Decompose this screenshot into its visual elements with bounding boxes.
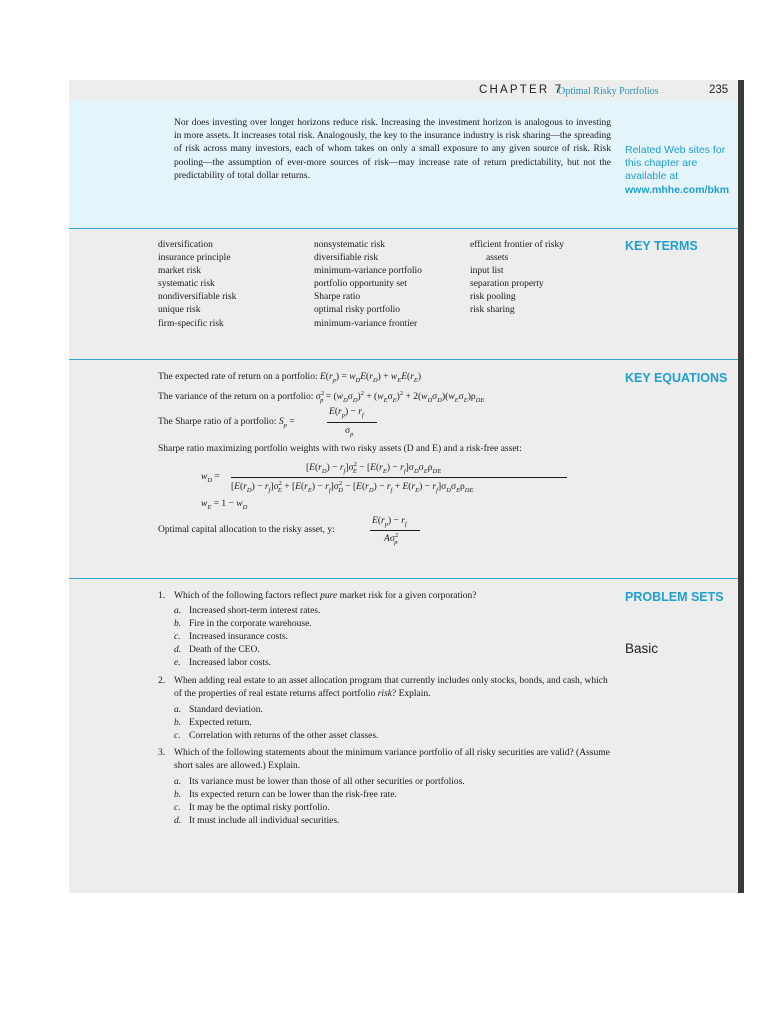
key-term: Sharpe ratio: [314, 292, 361, 303]
option-text: Its expected return can be lower than the risk-free rate.: [189, 790, 397, 800]
key-term: risk pooling: [470, 292, 516, 303]
weight-e-equation: $w_E = 1 - w_D$: [201, 499, 248, 511]
problem-sets-title: PROBLEM SETS: [625, 590, 724, 604]
option-text: It may be the optimal risky portfolio.: [189, 803, 330, 813]
key-term: nonsystematic risk: [314, 240, 385, 250]
answer-option: [174, 718, 252, 728]
answer-option: [174, 619, 312, 629]
key-term: nondiversifiable risk: [158, 292, 237, 303]
sharpe-label: The Sharpe ratio of a portfolio:: [158, 417, 277, 427]
question-number: 1.: [158, 591, 166, 601]
key-term: minimum-variance frontier: [314, 318, 418, 329]
key-term: separation property: [470, 279, 544, 290]
option-text: Expected return.: [189, 718, 252, 728]
question-number: 2.: [158, 676, 166, 686]
option-letter: d.: [174, 645, 182, 655]
key-terms-column-1: [158, 239, 236, 331]
key-terms-column-2: [314, 239, 422, 331]
problem-question: [158, 747, 613, 773]
key-term: input list: [470, 266, 504, 277]
option-letter: a.: [174, 606, 182, 616]
key-term: unique risk: [158, 305, 201, 316]
option-letter: a.: [174, 705, 182, 715]
weight-d-lhs: $w_D$ =: [201, 472, 220, 484]
expected-return-label: The expected rate of return on a portfolio:: [158, 372, 318, 382]
option-text: Fire in the corporate warehouse.: [189, 619, 312, 629]
running-header: [0, 80, 768, 100]
option-text: Standard deviation.: [189, 705, 263, 715]
answer-option: [174, 632, 288, 642]
option-text: It must include all individual securities.: [189, 816, 340, 826]
variance-equation: The variance of the return on a portfolio: $\sigma^2_p = (w_D\sigma_D)^2 + (w_E\sigma_E)^2 + 2(w_D\sigma_D)(w_E\sigma_E)\rho_{DE}$: [158, 390, 485, 405]
key-term: minimum-variance portfolio: [314, 266, 422, 277]
optimal-allocation-label: Optimal capital allocation to the risky asset, y:: [158, 525, 335, 535]
related-websites-link[interactable]: www.mhhe.com/bkm: [625, 183, 730, 196]
option-letter: b.: [174, 790, 182, 800]
option-text: Increased insurance costs.: [189, 632, 288, 642]
key-term: diversifiable risk: [314, 253, 379, 264]
key-terms-divider: [69, 228, 738, 229]
chapter-label: CHAPTER 7: [479, 84, 564, 96]
key-term: market risk: [158, 266, 202, 277]
sharpe-ratio-label-row: The Sharpe ratio of a portfolio: $S_p$ =: [158, 417, 295, 429]
key-terms-title: KEY TERMS: [625, 239, 698, 253]
question-text: When adding real estate to an asset allocation program that currently includes only stocks, bonds, and cash, which of the properties of real estate returns affect portfolio risk? Explain.: [174, 676, 608, 699]
weights-label: Sharpe ratio maximizing portfolio weights with two risky assets (D and E) and a risk-free asset:: [158, 444, 522, 454]
option-letter: d.: [174, 816, 182, 826]
key-equations-title: KEY EQUATIONS: [625, 371, 728, 385]
related-websites-text: Related Web sites for this chapter are available at: [625, 144, 726, 183]
answer-option: [174, 777, 465, 787]
key-equations-divider: [69, 359, 738, 360]
option-letter: c.: [174, 803, 181, 813]
answer-option: [174, 606, 320, 616]
question-text: Which of the following statements about the minimum variance portfolio of all risky securities are valid? (Assume short sales are allowed.) Explain.: [174, 748, 610, 771]
answer-option: [174, 645, 260, 655]
chapter-title: Optimal Risky Portfolios: [558, 86, 659, 97]
option-letter: e.: [174, 658, 181, 668]
weight-d-denominator: $[E(r_D) - r_f]\sigma^2_E + [E(r_E) - r_f]\sigma^2_D - [E(r_D) - r_f + E(r_E) - r_f]\sigma_D\sigma_E\rho_{DE}$: [231, 480, 474, 495]
answer-option: [174, 790, 397, 800]
weight-d-fraction-bar: [231, 477, 567, 478]
option-letter: c.: [174, 632, 181, 642]
option-text: Increased short-term interest rates.: [189, 606, 321, 616]
allocation-denominator: $A\sigma^2_p$: [384, 532, 399, 547]
problem-question: [158, 675, 613, 701]
answer-option: [174, 803, 330, 813]
option-letter: b.: [174, 619, 182, 629]
answer-option: [174, 705, 263, 715]
key-term: optimal risky portfolio: [314, 305, 401, 316]
allocation-numerator: $E(r_p) - r_f$: [372, 516, 407, 528]
option-text: Correlation with returns of the other asset classes.: [189, 731, 379, 741]
weight-d-numerator: $[E(r_D) - r_f]\sigma^2_E - [E(r_E) - r_f]\sigma_D\sigma_E\rho_{DE}$: [306, 461, 442, 476]
problem-sets-divider: [69, 578, 738, 579]
allocation-fraction-bar: [370, 530, 420, 531]
expected-return-equation: The expected rate of return on a portfolio: $E(r_p) = w_DE(r_D) + w_EE(r_E)$: [158, 372, 422, 384]
option-letter: c.: [174, 731, 181, 741]
option-letter: b.: [174, 718, 182, 728]
answer-option: [174, 658, 271, 668]
problem-question: [158, 590, 613, 603]
option-text: Its variance must be lower than those of all other securities or portfolios.: [189, 777, 465, 787]
key-term: insurance principle: [158, 253, 231, 264]
related-websites-note: [625, 144, 735, 197]
key-term: portfolio opportunity set: [314, 279, 407, 290]
variance-label: The variance of the return on a portfolio:: [158, 392, 314, 403]
key-terms-column-3: [470, 239, 564, 318]
answer-option: [174, 731, 378, 741]
key-term: risk sharing: [470, 305, 515, 316]
option-letter: a.: [174, 777, 182, 787]
question-text: Which of the following factors reflect pure market risk for a given corporation?: [174, 591, 477, 601]
key-term: diversification: [158, 240, 213, 250]
key-term: efficient frontier of risky: [470, 240, 564, 250]
intro-paragraph: Nor does investing over longer horizons reduce risk. Increasing the investment horizon is analogous to investing in more assets. It increases total risk. Analogously, the key to the insurance industry is risk sharing—the spreading of risk across many investors, each of whom takes on only a small exposure to any given source of risk. Risk pooling—the assumption of ever-more sources of risk—may increase rate of return predictability, but not the predictability of total dollar returns.: [174, 118, 611, 181]
sharpe-fraction-bar: [327, 422, 377, 423]
answer-option: [174, 816, 339, 826]
key-term: systematic risk: [158, 279, 215, 290]
sharpe-denominator: $\sigma_p$: [345, 426, 354, 438]
page-edge-rule: [738, 80, 744, 893]
question-number: 3.: [158, 748, 166, 758]
page-number: 235: [709, 84, 729, 96]
option-text: Increased labor costs.: [189, 658, 272, 668]
difficulty-level-label: Basic: [625, 641, 659, 656]
sharpe-numerator: $E(r_p) - r_f$: [329, 407, 364, 419]
option-text: Death of the CEO.: [189, 645, 260, 655]
key-term: firm-specific risk: [158, 318, 224, 329]
key-term: assets: [486, 253, 509, 264]
